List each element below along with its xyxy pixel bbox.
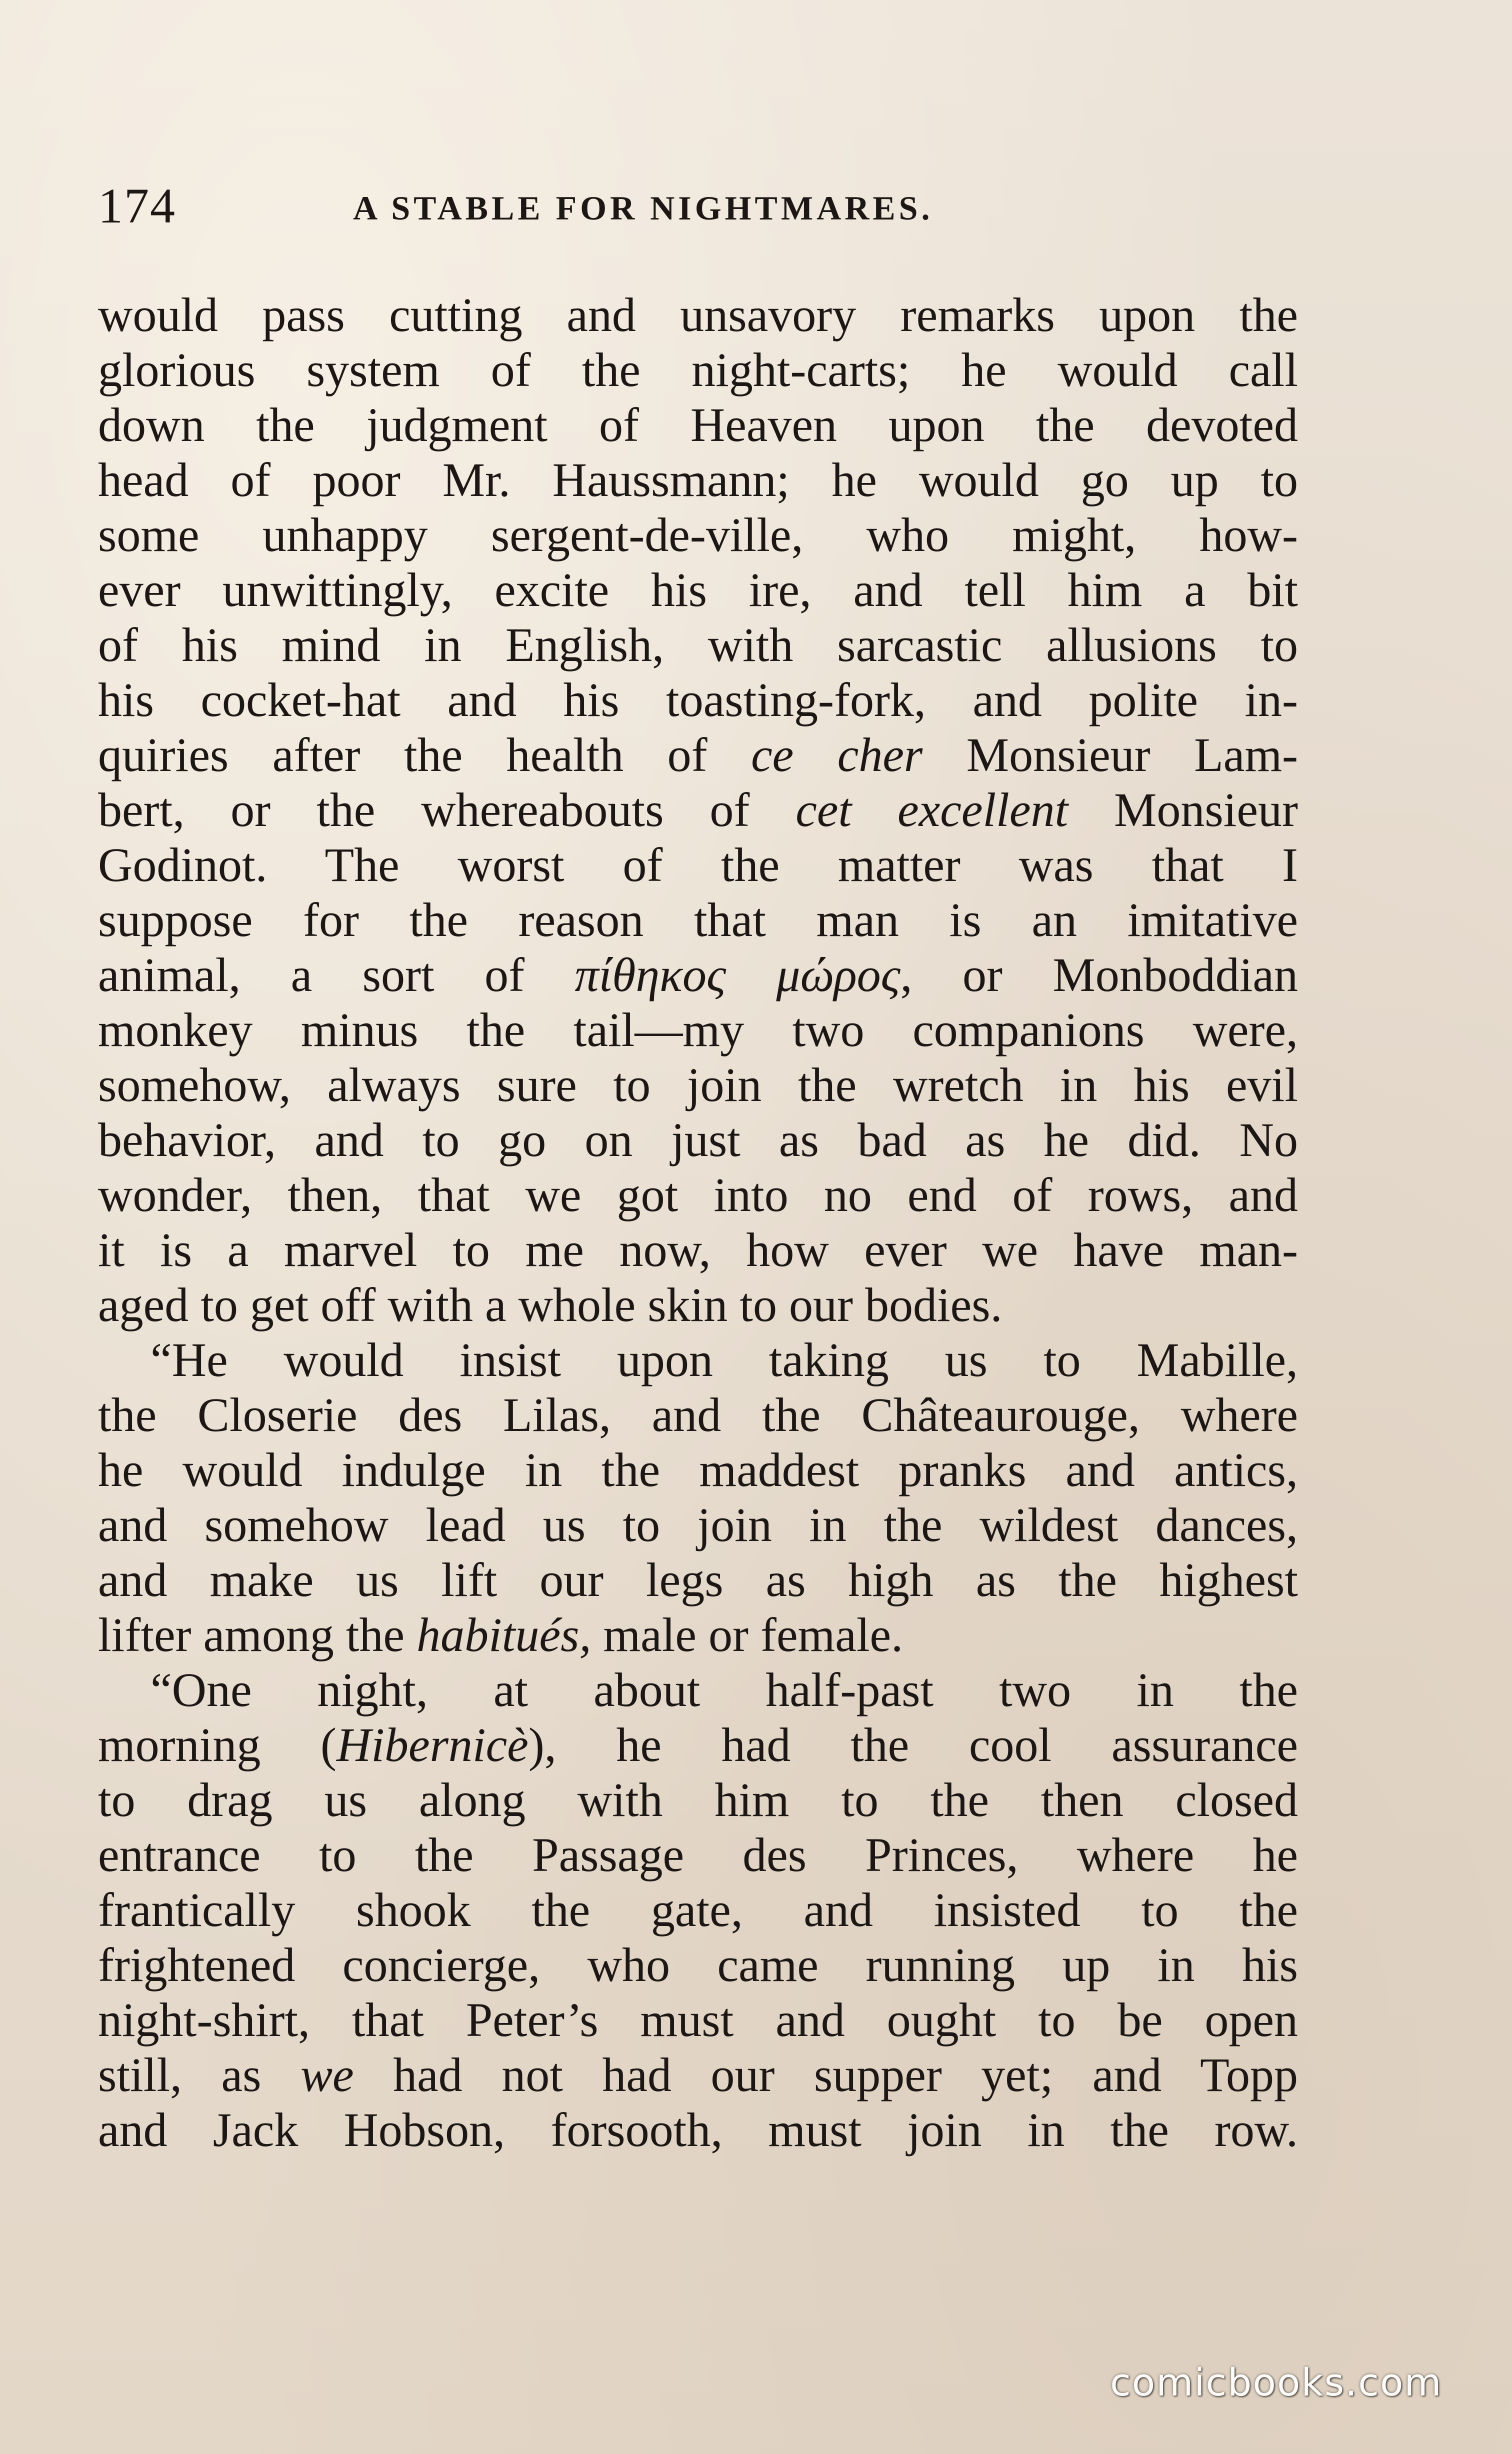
text-segment: would pass cutting and unsavory remarks upon the <box>98 288 1298 342</box>
running-title: A STABLE FOR NIGHTMARES. <box>353 189 934 227</box>
text-line <box>98 1772 1298 1828</box>
text-line <box>98 1278 1298 1332</box>
text-segment: and somehow lead us to join in the wildest dances, <box>98 1498 1298 1552</box>
text-segment: to drag us along with him to the then closed <box>98 1773 1298 1826</box>
italic-phrase: ce cher <box>751 728 923 782</box>
page-number: 174 <box>98 178 176 234</box>
text-segment: male or female. <box>591 1608 904 1662</box>
text-line <box>98 452 1298 508</box>
text-line <box>98 1058 1298 1112</box>
text-segment: ), he had the cool assurance <box>528 1718 1298 1772</box>
text-line <box>98 892 1298 948</box>
text-segment: his cocket-hat and his toasting-fork, and polite in- <box>98 673 1298 726</box>
text-line <box>98 342 1298 398</box>
text-line <box>98 508 1298 562</box>
text-line <box>98 782 1298 838</box>
text-line <box>98 1828 1298 1882</box>
text-segment: , or Monboddian <box>900 948 1298 1002</box>
text-line <box>98 1168 1298 1222</box>
watermark-logo: comicbooks.com <box>1110 2360 1442 2404</box>
text-line <box>98 1498 1298 1552</box>
text-line <box>98 1332 1298 1388</box>
text-segment: of his mind in English, with sarcastic allusions to <box>98 618 1298 672</box>
text-line <box>98 1882 1298 1938</box>
text-line <box>98 562 1298 618</box>
text-line <box>98 2048 1298 2102</box>
text-segment: wonder, then, that we got into no end of rows, and <box>98 1168 1298 1222</box>
text-segment: lifter among the <box>98 1608 417 1662</box>
text-segment: head of poor Mr. Haussmann; he would go up to <box>98 453 1298 506</box>
text-segment: night-shirt, that Peter’s must and ought to be open <box>98 1993 1298 2046</box>
text-line <box>98 398 1298 452</box>
text-line <box>98 1442 1298 1498</box>
text-segment: animal, a sort of <box>98 948 575 1002</box>
italic-phrase: Hibernicè <box>336 1718 528 1772</box>
text-segment: aged to get off with a whole skin to our bodies. <box>98 1278 1002 1332</box>
text-segment: Monsieur <box>1068 783 1298 836</box>
text-line <box>98 1992 1298 2048</box>
text-segment: entrance to the Passage des Princes, where he <box>98 1828 1298 1882</box>
italic-phrase: cet excellent <box>796 783 1068 836</box>
text-line <box>98 1718 1298 1772</box>
text-segment: “He would insist upon taking us to Mabille, <box>150 1333 1298 1386</box>
text-segment: down the judgment of Heaven upon the devoted <box>98 398 1298 452</box>
text-segment: the Closerie des Lilas, and the Châteaurouge, where <box>98 1388 1298 1442</box>
text-segment: and Jack Hobson, forsooth, must join in the row. <box>98 2103 1298 2156</box>
running-header <box>98 176 1298 236</box>
text-segment: had not had our supper yet; and Topp <box>354 2048 1298 2102</box>
text-line <box>98 1222 1298 1278</box>
text-line <box>98 948 1298 1002</box>
text-line <box>98 1002 1298 1058</box>
text-segment: bert, or the whereabouts of <box>98 783 796 836</box>
text-segment: somehow, always sure to join the wretch in his evil <box>98 1058 1298 1112</box>
text-line <box>98 728 1298 782</box>
text-segment: Godinot. The worst of the matter was that I <box>98 838 1298 892</box>
italic-phrase: πίθηκος μώρος <box>574 948 900 1002</box>
text-line <box>98 1552 1298 1608</box>
text-segment: it is a marvel to me now, how ever we have man- <box>98 1223 1298 1276</box>
text-line <box>98 618 1298 672</box>
text-segment: and make us lift our legs as high as the highest <box>98 1553 1298 1606</box>
text-line <box>98 838 1298 892</box>
text-line <box>98 1112 1298 1168</box>
text-line <box>98 1938 1298 1992</box>
text-segment: some unhappy sergent-de-ville, who might, how- <box>98 508 1298 562</box>
text-segment: “One night, at about half-past two in the <box>150 1663 1298 1716</box>
text-segment: frantically shook the gate, and insisted to the <box>98 1883 1298 1936</box>
text-line <box>98 672 1298 728</box>
italic-phrase: habitués, <box>416 1608 592 1662</box>
text-line <box>98 288 1298 342</box>
text-segment: frightened concierge, who came running up in his <box>98 1938 1298 1992</box>
text-line <box>98 1662 1298 1718</box>
body-text <box>98 288 1298 2158</box>
italic-phrase: we <box>300 2048 354 2102</box>
text-segment: behavior, and to go on just as bad as he did. No <box>98 1113 1298 1166</box>
text-segment: Monsieur Lam- <box>922 728 1298 782</box>
text-segment: monkey minus the tail—my two companions were, <box>98 1003 1298 1056</box>
text-segment: still, as <box>98 2048 300 2102</box>
text-line <box>98 1608 1298 1662</box>
text-segment: morning ( <box>98 1718 336 1772</box>
text-segment: he would indulge in the maddest pranks and antics, <box>98 1443 1298 1496</box>
text-line <box>98 2102 1298 2158</box>
text-segment: glorious system of the night-carts; he would call <box>98 343 1298 396</box>
text-line <box>98 1388 1298 1442</box>
text-segment: quiries after the health of <box>98 728 752 782</box>
text-segment: ever unwittingly, excite his ire, and tell him a bit <box>98 563 1298 616</box>
text-segment: suppose for the reason that man is an imitative <box>98 893 1298 946</box>
